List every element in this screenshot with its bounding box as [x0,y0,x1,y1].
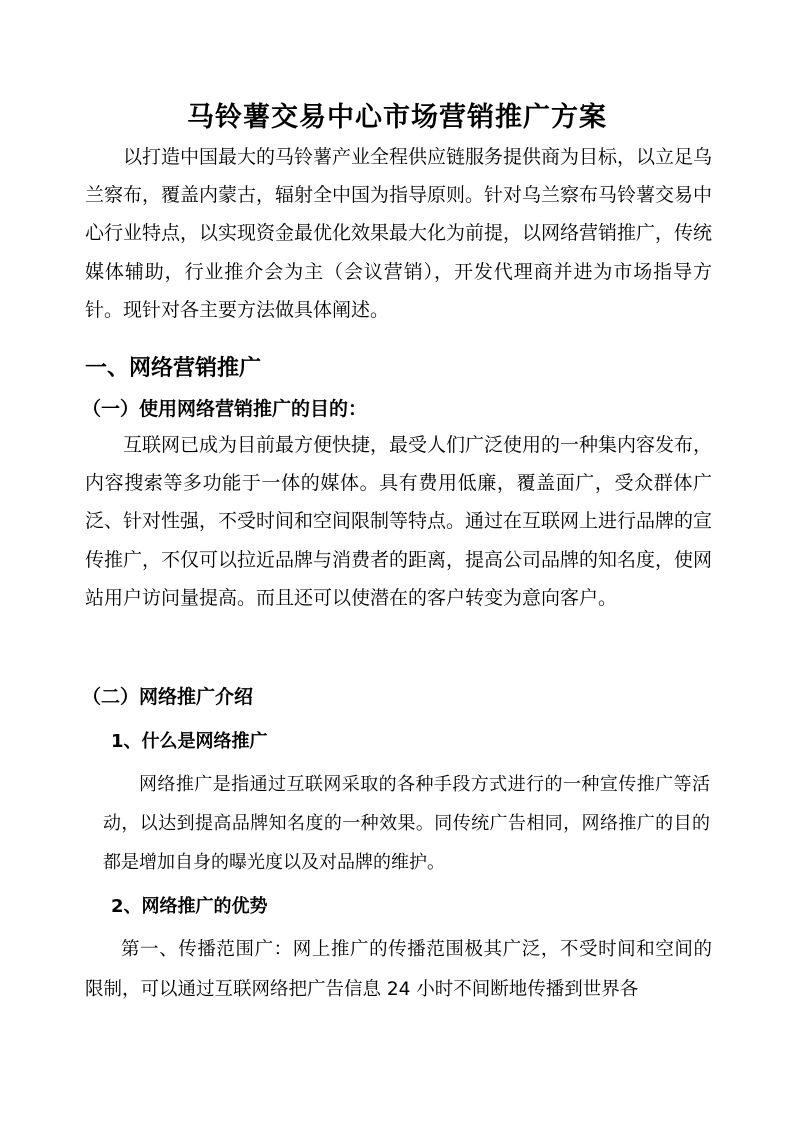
purpose-paragraph: 互联网已成为目前最方便快捷，最受人们广泛使用的一种集内容发布，内容搜索等多功能于一体的媒体。具有费用低廉，覆盖面广，受众群体广泛、针对性强，不受时间和空间限制等特点。通过在互联网上进行品牌的宣传推广，不仅可以拉近品牌与消费者的距离，提高公司品牌的知名度，使网站用户访问量提高。而且还可以使潜在的客户转变为意向客户。 [85,434,713,609]
subsection-heading-purpose: （一）使用网络营销推广的目的： [82,398,368,420]
item-heading-advantages: 2、网络推广的优势 [111,896,268,917]
section-heading-online-marketing: 一、网络营销推广 [85,355,262,381]
intro-paragraph: 以打造中国最大的马铃薯产业全程供应链服务提供商为目标，以立足乌兰察布，覆盖内蒙古，辐射全中国为指导原则。针对乌兰察布马铃薯交易中心行业特点，以实现资金最优化效果最大化为前提，以网络营销推广，传统媒体辅助，行业推介会为主（会议营销），开发代理商并进为市场指导方针。现针对各主要方法做具体阐述。 [85,146,713,321]
document-title: 马铃薯交易中心市场营销推广方案 [187,102,607,133]
advantages-paragraph: 第一、传播范围广：网上推广的传播范围极其广泛，不受时间和空间的限制，可以通过互联网络把广告信息 24 小时不间断地传播到世界各 [85,939,712,1000]
item-heading-what-is: 1、什么是网络推广 [111,731,268,752]
what-is-paragraph: 网络推广是指通过互联网采取的各种手段方式进行的一种宣传推广等活动，以达到提高品牌知名度的一种效果。同传统广告相同，网络推广的目的都是增加自身的曝光度以及对品牌的维护。 [103,774,710,873]
subsection-heading-introduction: （二）网络推广介绍 [82,686,254,708]
